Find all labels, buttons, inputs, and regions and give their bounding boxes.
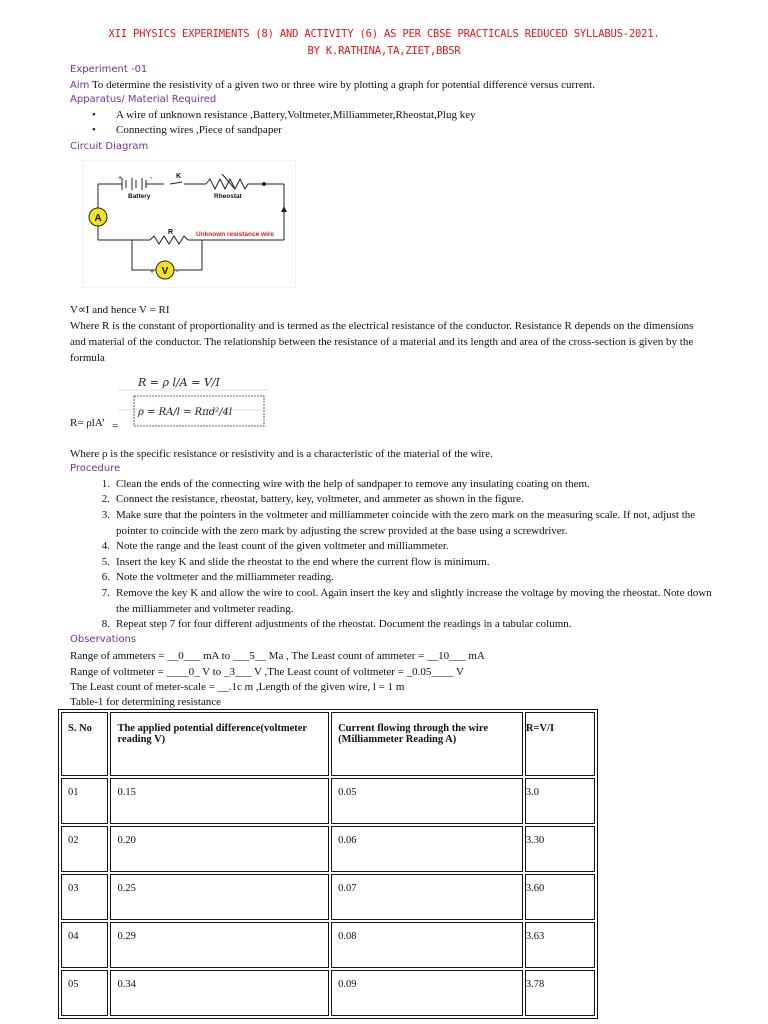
apparatus-item: • Connecting wires ,Piece of sandpaper xyxy=(92,124,282,136)
voltmeter-range: Range of voltmeter = ____0_ V to _3___ V ,The Least count of voltmeter = _0.05____ V xyxy=(70,666,464,678)
aim-line xyxy=(70,77,595,94)
apparatus-title: Apparatus/ Material Required xyxy=(70,94,217,105)
header-title: XII PHYSICS EXPERIMENTS (8) AND ACTIVITY (6) AS PER CBSE PRACTICALS REDUCED SYLLABUS-2021. xyxy=(108,28,660,40)
procedure-step: 5. Insert the key K and slide the rheostat to the end where the current flow is minimum. xyxy=(101,556,490,568)
formula-line-2: ρ = RA/l = Rπd²/4l xyxy=(138,407,233,418)
voltmeter-label: V xyxy=(161,266,169,277)
procedure-step: 2. Connect the resistance, rheostat, battery, key, voltmeter, and ammeter as shown in the figure. xyxy=(101,493,524,505)
table-header-row xyxy=(61,712,595,776)
ammeter-label: A xyxy=(94,213,102,224)
aim-text: To determine the resistivity of a given two or three wire by plotting a graph for potential difference versus current. xyxy=(91,79,595,91)
header-current: Current flowing through the wire (Milliammeter Reading A) xyxy=(331,712,523,776)
resistor-label: R xyxy=(168,229,174,236)
experiment-title: Experiment -01 xyxy=(70,64,148,75)
table-caption: Table-1 for determining resistance xyxy=(70,696,222,708)
formula-text: R= ρlA’ xyxy=(70,417,106,429)
rheostat-label: Rheostat xyxy=(214,193,242,200)
procedure-step: 6. Note the voltmeter and the milliammeter reading. xyxy=(101,571,334,583)
procedure-step: 1. Clean the ends of the connecting wire with the help of sandpaper to remove any insulating coating on them. xyxy=(101,478,590,490)
circuit-diagram xyxy=(82,160,296,288)
battery-label: Battery xyxy=(128,193,151,200)
theory-paragraph-1: Where R is the constant of proportionality and is termed as the electrical resistance of the conductor. Resistance R depends on the dimensions and material of the conductor. The relationship between the resistance of a material and its length and area of the cross-section is given by the formula xyxy=(70,320,694,364)
circuit-title: Circuit Diagram xyxy=(70,141,149,152)
procedure-step: 4. Note the range and the least count of the given voltmeter and milliammeter. xyxy=(101,540,449,552)
table-row: 01 0.15 0.05 3.0 xyxy=(61,778,595,824)
procedure-step: 8. Repeat step 7 for four different adjustments of the rheostat. Document the readings in a tabular column. xyxy=(101,618,572,630)
table-row: 05 0.34 0.09 3.78 xyxy=(61,970,595,1016)
meter-scale-count: The Least count of meter-scale = __.1c m ,Length of the given wire, l = 1 m xyxy=(70,681,405,693)
ohms-law: V∝I and hence V = RI xyxy=(70,304,170,316)
apparatus-item: • A wire of unknown resistance ,Battery,Voltmeter,Milliammeter,Rheostat,Plug key xyxy=(92,109,476,121)
theory-paragraph-2: Where ρ is the specific resistance or resistivity and is a characteristic of the material of the wire. xyxy=(70,448,493,460)
handwritten-formula xyxy=(118,370,268,428)
ammeter-range: Range of ammeters = __0___ mA to ___5__ Ma , The Least count of ammeter = __10___ mA xyxy=(70,650,485,662)
results-table xyxy=(58,709,598,1019)
header-resistance: R=V/I xyxy=(525,712,595,776)
header-author: BY K.RATHINA,TA,ZIET,BBSR xyxy=(307,45,461,57)
table-row: 03 0.25 0.07 3.60 xyxy=(61,874,595,920)
formula-line-1: R = ρ l/A = V/I xyxy=(138,376,220,389)
formula-equals: = xyxy=(112,420,119,432)
battery-plus: + xyxy=(118,175,123,182)
header-sno: S. No xyxy=(61,712,108,776)
table-row: 04 0.29 0.08 3.63 xyxy=(61,922,595,968)
voltmeter-plus: + xyxy=(150,269,155,276)
procedure-title: Procedure xyxy=(70,463,121,474)
key-label: K xyxy=(176,173,182,180)
procedure-step: 3. Make sure that the pointers in the voltmeter and milliammeter coincide with the zero mark on the measuring scale. If not, adjust the pointer to coincide with the zero mark by adjusting the screw provided at the base using a screwdriver. xyxy=(101,509,696,537)
wire-label: Unknown resistance wire xyxy=(196,231,275,238)
voltmeter-minus: - xyxy=(176,269,179,276)
table-row: 02 0.20 0.06 3.30 xyxy=(61,826,595,872)
header-voltage: The applied potential difference(voltmeter reading V) xyxy=(110,712,329,776)
battery-minus: - xyxy=(150,175,153,182)
aim-label: Aim xyxy=(70,80,90,91)
observations-title: Observations xyxy=(70,634,137,645)
procedure-step: 7. Remove the key K and allow the wire to cool. Again insert the key and slightly increase the voltage by moving the rheostat. Note down the milliammeter and voltmeter reading. xyxy=(101,587,712,615)
